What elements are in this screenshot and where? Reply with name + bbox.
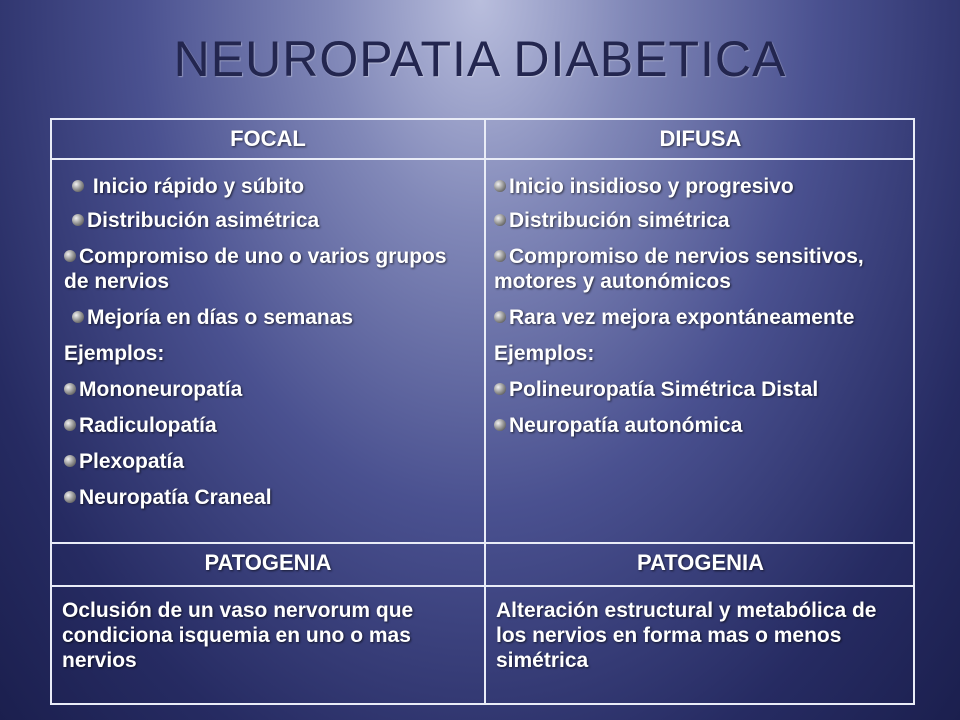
bullet-icon <box>64 419 76 431</box>
bullet-icon <box>494 250 506 262</box>
list-item: Mononeuropatía <box>60 377 476 402</box>
list-item: Polineuropatía Simétrica Distal <box>494 377 907 402</box>
list-item: Neuropatía autonómica <box>494 413 907 438</box>
list-item: Plexopatía <box>60 449 476 474</box>
header-patogenia-focal: PATOGENIA <box>204 550 332 575</box>
list-item: Distribución simétrica <box>494 208 907 233</box>
examples-label: Ejemplos: <box>64 342 165 365</box>
bullet-icon <box>494 419 506 431</box>
patogenia-focal-text: Oclusión de un vaso nervorum que condiciona isquemia en uno o mas nervios <box>62 599 414 672</box>
header-focal: FOCAL <box>230 126 306 151</box>
bullet-icon <box>64 383 76 395</box>
bullet-icon <box>494 180 506 192</box>
comparison-table <box>50 118 915 705</box>
bullet-icon <box>64 455 76 467</box>
bullet-icon <box>72 214 84 226</box>
bullet-icon <box>494 214 506 226</box>
examples-label: Ejemplos: <box>494 342 595 365</box>
header-patogenia-difusa: PATOGENIA <box>636 550 765 575</box>
bullet-icon <box>72 311 84 323</box>
list-item: Inicio insidioso y progresivo <box>494 174 907 199</box>
row-divider <box>52 542 913 544</box>
row-divider <box>52 585 913 587</box>
patogenia-difusa-text: Alteración estructural y metabólica de los nervios en forma mas o menos simétrica <box>496 599 877 672</box>
bullet-icon <box>64 491 76 503</box>
list-item: Rara vez mejora expontáneamente <box>494 305 907 330</box>
bullet-icon <box>72 180 84 192</box>
difusa-list <box>486 166 915 449</box>
focal-list <box>52 166 484 521</box>
list-item: Compromiso de uno o varios grupos de nervios <box>64 245 447 293</box>
list-item: Compromiso de nervios sensitivos, motores y autonómicos <box>494 245 864 293</box>
bullet-icon <box>64 250 76 262</box>
slide-title: NEUROPATIA DIABETICA <box>173 31 787 87</box>
bullet-icon <box>494 311 506 323</box>
list-item: Inicio rápido y súbito <box>60 174 476 199</box>
bullet-icon <box>494 383 506 395</box>
list-item: Radiculopatía <box>60 413 476 438</box>
header-difusa: DIFUSA <box>659 126 742 151</box>
row-divider <box>52 158 913 160</box>
list-item: Distribución asimétrica <box>60 208 476 233</box>
list-item: Mejoría en días o semanas <box>60 305 476 330</box>
list-item: Neuropatía Craneal <box>60 485 476 510</box>
